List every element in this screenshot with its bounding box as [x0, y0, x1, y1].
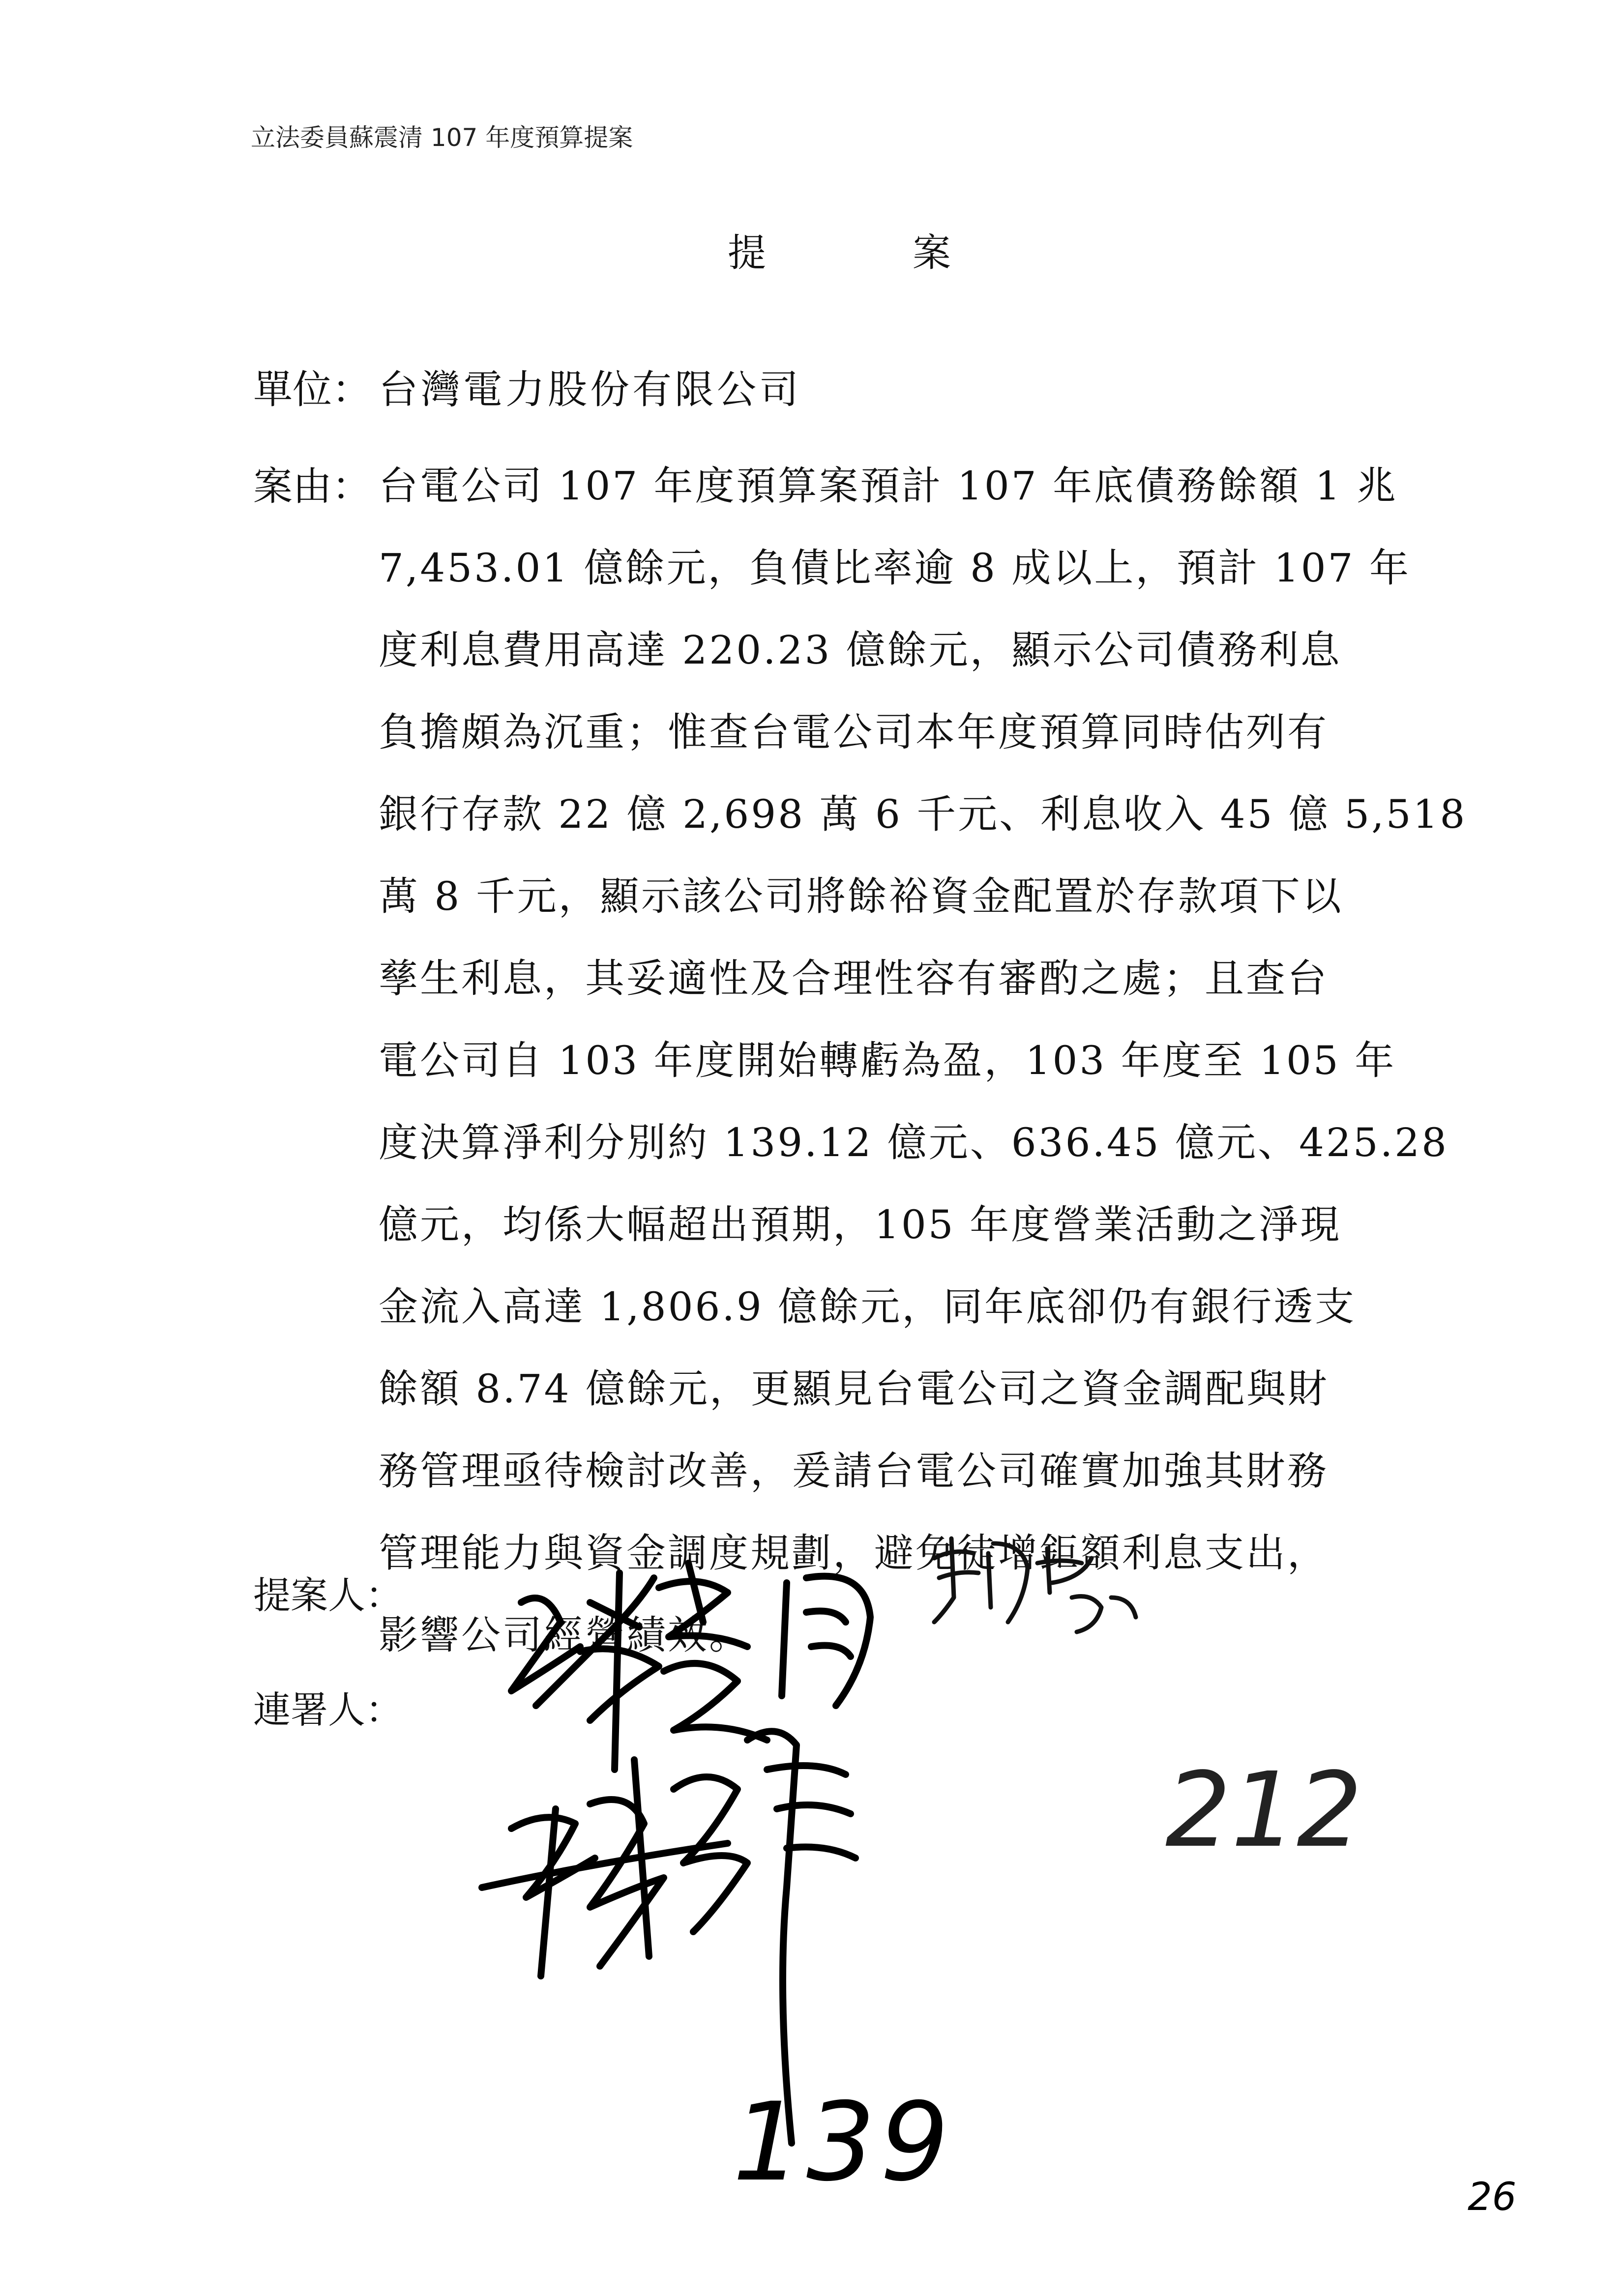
handwritten-side-number: 212 — [1165, 1750, 1362, 1870]
reason-label: 案由： — [253, 464, 371, 509]
reason-line: 金流入高達 1,806.9 億餘元，同年底卻仍有銀行透支 — [379, 1284, 1357, 1330]
handwritten-main-number: 139 — [733, 2079, 954, 2205]
reason-line: 台電公司 107 年度預算案預計 107 年底債務餘額 1 兆 — [379, 463, 1398, 509]
reason-line: 孳生利息，其妥適性及合理性容有審酌之處；且查台 — [379, 956, 1329, 1001]
reason-line: 7,453.01 億餘元，負債比率逾 8 成以上，預計 107 年 — [379, 545, 1411, 591]
cosigner-label: 連署人： — [253, 1688, 403, 1732]
page-title: 提 案 — [728, 231, 1005, 275]
reason-line: 影響公司經營績效。 — [379, 1612, 750, 1658]
reason-line: 電公司自 103 年度開始轉虧為盈，103 年度至 105 年 — [379, 1038, 1396, 1083]
reason-line: 銀行存款 22 億 2,698 萬 6 千元、利息收入 45 億 5,518 — [379, 791, 1467, 837]
handwritten-page-number: 26 — [1468, 2175, 1517, 2219]
reason-line: 度決算淨利分別約 139.12 億元、636.45 億元、425.28 — [379, 1120, 1449, 1165]
reason-line: 萬 8 千元，顯示該公司將餘裕資金配置於存款項下以 — [379, 873, 1343, 919]
reason-line: 負擔頗為沉重；惟查台電公司本年度預算同時估列有 — [379, 709, 1329, 755]
unit-value: 台灣電力股份有限公司 — [379, 367, 801, 412]
reason-body — [379, 445, 1467, 1676]
reason-line: 億元，均係大幅超出預期，105 年度營業活動之淨現 — [379, 1202, 1342, 1248]
cosigner-signature-top — [924, 1524, 1151, 1642]
document-header: 立法委員蘇震清 107 年度預算提案 — [251, 123, 633, 152]
reason-line: 管理能力與資金調度規劃，避免徒增鉅額利息支出， — [379, 1530, 1329, 1576]
reason-line: 度利息費用高達 220.23 億餘元，顯示公司債務利息 — [379, 627, 1342, 673]
proposer-label: 提案人： — [253, 1573, 403, 1617]
unit-label: 單位： — [253, 367, 371, 412]
reason-line: 務管理亟待檢討改善，爰請台電公司確實加強其財務 — [379, 1448, 1329, 1494]
reason-line: 餘額 8.74 億餘元，更顯見台電公司之資金調配與財 — [379, 1366, 1329, 1412]
